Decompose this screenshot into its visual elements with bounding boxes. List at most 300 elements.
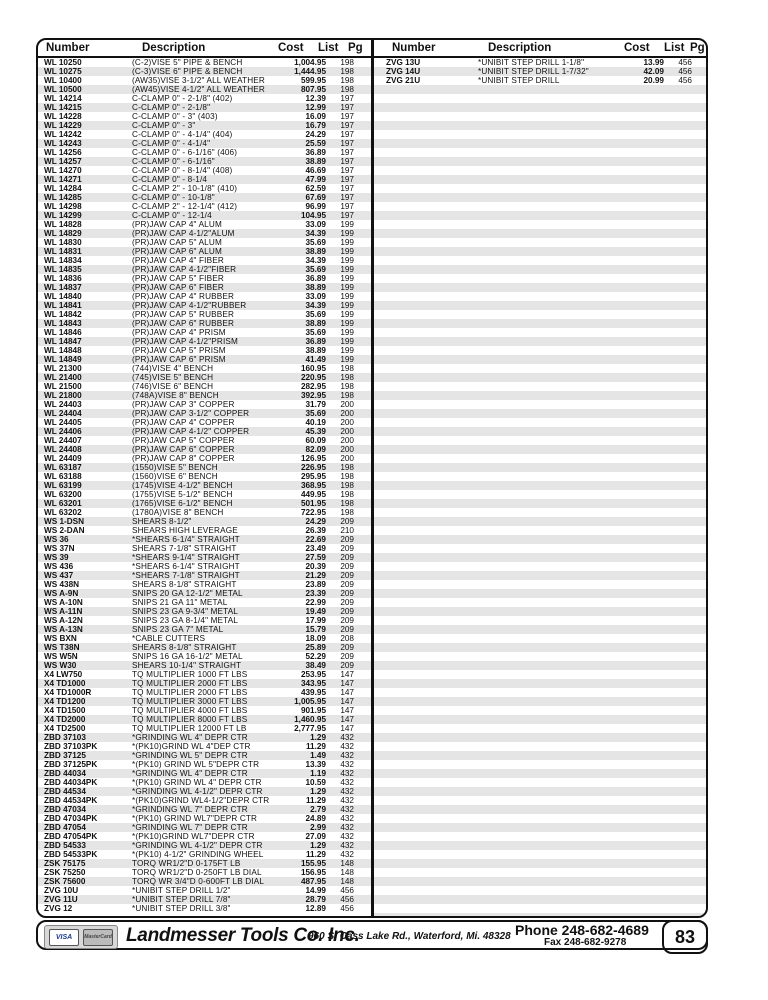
item-cost: 38.89 [305,247,326,256]
item-description: SNIPS 23 GA 7" METAL [132,625,224,634]
right-rows [374,58,706,918]
item-cost: 38.89 [305,346,326,355]
item-description: (744)VISE 4" BENCH [132,364,214,373]
item-page: 200 [340,418,354,427]
empty-row [374,526,706,535]
item-description: (1765)VISE 6-1/2" BENCH [132,499,233,508]
item-cost: 1,444.95 [294,67,326,76]
item-description: (C-2)VISE 5" PIPE & BENCH [132,58,243,67]
table-row [38,643,372,652]
item-description: (PR)JAW CAP 4-1/2"ALUM [132,229,235,238]
item-number: WL 14270 [44,166,82,175]
table-row [38,436,372,445]
empty-row [374,382,706,391]
empty-row [374,670,706,679]
empty-row [374,274,706,283]
empty-row [374,769,706,778]
item-number: X4 TD1000R [44,688,92,697]
item-cost: 60.09 [305,436,326,445]
empty-row [374,724,706,733]
table-row [38,733,372,742]
item-description: C-CLAMP 2" - 12-1/4" (412) [132,202,238,211]
table-row [38,166,372,175]
empty-row [374,895,706,904]
item-page: 198 [340,508,354,517]
table-row [38,427,372,436]
empty-row [374,391,706,400]
item-cost: 26.39 [305,526,326,535]
item-number: ZVG 11U [44,895,78,904]
item-cost: 33.09 [305,292,326,301]
header-pg: Pg [690,42,705,54]
table-row [38,445,372,454]
page-number: 83 [662,920,708,954]
item-number: WS A-10N [44,598,83,607]
item-cost: 35.69 [305,409,326,418]
empty-row [374,301,706,310]
empty-row [374,481,706,490]
item-cost: 24.89 [305,814,326,823]
item-page: 432 [340,787,354,796]
item-number: WS 437 [44,571,74,580]
table-row [38,634,372,643]
item-number: WS A-11N [44,607,83,616]
empty-row [374,733,706,742]
item-page: 199 [340,283,354,292]
item-number: WL 14837 [44,283,82,292]
item-page: 198 [340,463,354,472]
table-row [38,184,372,193]
table-row [38,760,372,769]
item-cost: 722.95 [300,508,326,517]
table-row [38,841,372,850]
table-row [38,688,372,697]
item-description: (AW35)VISE 3-1/2" ALL WEATHER [132,76,265,85]
item-page: 197 [340,157,354,166]
table-row [38,580,372,589]
item-page: 209 [340,562,354,571]
item-number: WL 24404 [44,409,82,418]
item-description: (PR)JAW CAP 4" COPPER [132,418,235,427]
table-row [38,373,372,382]
item-description: *GRINDING WL 7" DEPR CTR [132,823,248,832]
item-cost: 27.59 [305,553,326,562]
item-cost: 38.89 [305,157,326,166]
table-row [38,175,372,184]
item-cost: 34.39 [305,256,326,265]
item-description: (1745)VISE 4-1/2" BENCH [132,481,233,490]
table-row [38,571,372,580]
empty-row [374,184,706,193]
empty-row [374,490,706,499]
item-number: ZBD 37103 [44,733,86,742]
item-description: C-CLAMP 0" - 6-1/16" (406) [132,148,238,157]
empty-row [374,661,706,670]
item-page: 209 [340,652,354,661]
table-row [38,625,372,634]
item-cost: 160.95 [300,364,326,373]
item-description: *SHEARS 9-1/4" STRAIGHT [132,553,240,562]
item-description: C-CLAMP 0" - 10-1/8" [132,193,215,202]
table-row [38,778,372,787]
item-page: 199 [340,238,354,247]
item-number: X4 TD1500 [44,706,86,715]
item-page: 432 [340,796,354,805]
item-cost: 82.09 [305,445,326,454]
item-description: TQ MULTIPLIER 8000 FT LBS [132,715,248,724]
item-description: (PR)JAW CAP 5" FIBER [132,274,224,283]
table-row [38,220,372,229]
table-row [38,670,372,679]
item-number: ZBD 47054 [44,823,86,832]
table-row [38,517,372,526]
item-number: WL 10250 [44,58,82,67]
item-number: WL 63188 [44,472,82,481]
item-page: 209 [340,544,354,553]
table-row [38,652,372,661]
table-row [38,130,372,139]
item-page: 197 [340,184,354,193]
item-page: 209 [340,580,354,589]
item-description: *GRINDING WL 5" DEPR CTR [132,751,248,760]
item-cost: 46.69 [305,166,326,175]
item-cost: 35.69 [305,238,326,247]
empty-row [374,589,706,598]
item-page: 209 [340,661,354,670]
item-number: WL 14846 [44,328,82,337]
item-number: WL 14830 [44,238,82,247]
item-description: *(PK10) GRIND WL7"DEPR CTR [132,814,258,823]
item-cost: 96.99 [305,202,326,211]
item-number: WL 21400 [44,373,82,382]
item-cost: 220.95 [300,373,326,382]
item-description: SNIPS 20 GA 12-1/2" METAL [132,589,243,598]
item-page: 198 [340,382,354,391]
item-number: WS 438N [44,580,80,589]
item-page: 432 [340,778,354,787]
item-cost: 62.59 [305,184,326,193]
item-number: WL 10400 [44,76,82,85]
item-cost: 392.95 [300,391,326,400]
item-cost: 126.95 [300,454,326,463]
item-page: 198 [340,58,354,67]
item-cost: 156.95 [300,868,326,877]
item-description: TQ MULTIPLIER 2000 FT LBS [132,679,248,688]
item-description: *GRINDING WL 4" DEPR CTR [132,769,248,778]
empty-row [374,688,706,697]
item-page: 199 [340,292,354,301]
item-page: 200 [340,427,354,436]
table-row [38,301,372,310]
item-page: 199 [340,346,354,355]
item-description: C-CLAMP 0" - 8-1/4 [132,175,208,184]
empty-row [374,103,706,112]
item-description: *UNIBIT STEP DRILL [478,76,560,85]
item-cost: 15.79 [305,625,326,634]
empty-row [374,373,706,382]
item-cost: 501.95 [300,499,326,508]
item-number: WS A-12N [44,616,83,625]
item-description: *GRINDING WL 7" DEPR CTR [132,805,248,814]
item-description: *UNIBIT STEP DRILL 3/8" [132,904,231,913]
item-page: 197 [340,139,354,148]
item-description: SHEARS HIGH LEVERAGE [132,526,238,535]
empty-row [374,319,706,328]
item-cost: 807.95 [300,85,326,94]
item-page: 198 [340,373,354,382]
table-row [38,553,372,562]
item-number: WL 14215 [44,103,82,112]
item-cost: 20.99 [643,76,664,85]
table-row [38,859,372,868]
table-row [38,364,372,373]
item-cost: 2,777.95 [294,724,326,733]
item-cost: 11.29 [305,742,326,751]
item-page: 432 [340,751,354,760]
item-page: 209 [340,589,354,598]
item-number: WL 14284 [44,184,82,193]
table-row [38,409,372,418]
item-description: *(PK10)GRIND WL4-1/2"DEPR CTR [132,796,270,805]
table-row [38,202,372,211]
item-description: TQ MULTIPLIER 2000 FT LBS [132,688,248,697]
table-row [38,94,372,103]
empty-row [374,913,706,918]
item-number: ZBD 54533 [44,841,86,850]
fax-number: Fax 248-682-9278 [544,937,627,948]
empty-row [374,346,706,355]
table-row [38,283,372,292]
item-description: C-CLAMP 0" - 6-1/16" [132,157,215,166]
item-description: (PR)JAW CAP 5" RUBBER [132,310,235,319]
empty-row [374,310,706,319]
item-page: 197 [340,130,354,139]
item-page: 432 [340,832,354,841]
item-number: ZBD 47034PK [44,814,98,823]
item-description: (C-3)VISE 6" PIPE & BENCH [132,67,243,76]
empty-row [374,265,706,274]
table-row [38,832,372,841]
catalog-footer [36,920,708,950]
header-pg: Pg [348,42,363,54]
item-cost: 24.29 [305,517,326,526]
item-number: WL 14243 [44,139,82,148]
table-row [38,823,372,832]
item-number: WS 36 [44,535,69,544]
visa-card-icon: VISA [49,929,79,946]
empty-row [374,742,706,751]
item-cost: 1.19 [310,769,326,778]
table-row [38,661,372,670]
item-page: 198 [340,481,354,490]
item-page: 198 [340,391,354,400]
empty-row [374,796,706,805]
item-cost: 36.89 [305,274,326,283]
item-page: 199 [340,328,354,337]
item-page: 200 [340,445,354,454]
item-number: WL 14299 [44,211,82,220]
left-header [38,40,372,58]
item-number: WS 1-DSN [44,517,85,526]
item-cost: 226.95 [300,463,326,472]
item-number: WL 14256 [44,148,82,157]
item-cost: 11.29 [305,796,326,805]
item-number: WL 14228 [44,112,82,121]
item-number: WL 14828 [44,220,82,229]
item-description: (PR)JAW CAP 4" PRISM [132,328,226,337]
table-row [374,76,706,85]
header-description: Description [142,42,206,54]
item-number: WL 14214 [44,94,82,103]
empty-row [374,463,706,472]
item-number: ZVG 10U [44,886,79,895]
table-row [38,76,372,85]
item-page: 147 [340,715,354,724]
item-page: 456 [340,895,354,904]
item-number: ZBD 44534PK [44,796,98,805]
item-cost: 21.29 [305,571,326,580]
item-number: WS BXN [44,634,77,643]
item-description: (PR)JAW CAP 3" COPPER [132,400,235,409]
item-cost: 23.49 [305,544,326,553]
empty-row [374,112,706,121]
empty-row [374,409,706,418]
item-description: *(PK10) GRIND WL 5"DEPR CTR [132,760,260,769]
item-page: 209 [340,598,354,607]
item-page: 147 [340,724,354,733]
item-cost: 18.09 [305,634,326,643]
empty-row [374,499,706,508]
item-cost: 599.95 [300,76,326,85]
item-cost: 38.49 [305,661,326,670]
table-row [38,256,372,265]
item-number: WL 24407 [44,436,82,445]
empty-row [374,616,706,625]
header-number: Number [46,42,90,54]
header-cost: Cost [278,42,304,54]
item-cost: 1,005.95 [294,697,326,706]
empty-row [374,400,706,409]
item-description: SNIPS 23 GA 8-1/4" METAL [132,616,239,625]
empty-row [374,715,706,724]
item-description: *CABLE CUTTERS [132,634,206,643]
item-page: 199 [340,319,354,328]
item-cost: 41.49 [305,355,326,364]
item-number: WL 14242 [44,130,82,139]
item-number: WL 14836 [44,274,82,283]
item-description: TQ MULTIPLIER 3000 FT LBS [132,697,248,706]
item-page: 456 [340,904,354,913]
item-number: WL 24406 [44,427,82,436]
empty-row [374,868,706,877]
phone-number: Phone 248-682-4689 [515,922,649,938]
item-page: 197 [340,175,354,184]
item-number: WL 10500 [44,85,82,94]
empty-row [374,643,706,652]
empty-row [374,508,706,517]
table-row [38,796,372,805]
item-number: WL 21300 [44,364,82,373]
empty-row [374,256,706,265]
item-cost: 23.89 [305,580,326,589]
empty-row [374,247,706,256]
item-description: SNIPS 21 GA 11" METAL [132,598,228,607]
table-row [38,715,372,724]
item-number: ZBD 37103PK [44,742,98,751]
item-number: WS A-13N [44,625,83,634]
item-description: *(PK10)GRIND WL7"DEPR CTR [132,832,255,841]
table-row [38,238,372,247]
empty-row [374,886,706,895]
item-cost: 282.95 [300,382,326,391]
item-page: 199 [340,274,354,283]
item-number: WS W30 [44,661,77,670]
item-description: *GRINDING WL 4" DEPR CTR [132,733,248,742]
table-row [38,58,372,67]
item-number: ZBD 44034PK [44,778,98,787]
item-page: 148 [340,877,354,886]
item-cost: 12.39 [305,94,326,103]
item-number: WL 24405 [44,418,82,427]
item-description: (PR)JAW CAP 5" COPPER [132,436,235,445]
empty-row [374,877,706,886]
item-description: (PR)JAW CAP 6" ALUM [132,247,222,256]
item-number: ZBD 37125 [44,751,86,760]
item-cost: 343.95 [300,679,326,688]
item-number: ZBD 44034 [44,769,86,778]
item-cost: 52.29 [305,652,326,661]
item-description: SNIPS 16 GA 16-1/2" METAL [132,652,243,661]
item-number: ZSK 75250 [44,868,86,877]
item-page: 197 [340,94,354,103]
item-description: C-CLAMP 0" - 3" [132,121,196,130]
table-row [38,508,372,517]
item-description: SHEARS 8-1/8" STRAIGHT [132,643,237,652]
empty-row [374,148,706,157]
company-address: 960 S. Cass Lake Rd., Waterford, Mi. 48328 [308,931,511,942]
item-page: 148 [340,859,354,868]
item-description: (PR)JAW CAP 4-1/2" COPPER [132,427,250,436]
item-page: 200 [340,436,354,445]
item-number: ZBD 37125PK [44,760,98,769]
table-row [38,526,372,535]
item-page: 147 [340,679,354,688]
item-description: (746)VISE 6" BENCH [132,382,214,391]
item-cost: 368.95 [300,481,326,490]
item-description: SHEARS 7-1/8" STRAIGHT [132,544,237,553]
item-page: 209 [340,571,354,580]
item-number: WL 21500 [44,382,82,391]
table-row [38,895,372,904]
item-cost: 36.89 [305,148,326,157]
item-description: *UNIBIT STEP DRILL 7/8" [132,895,231,904]
item-number: WL 24408 [44,445,82,454]
item-cost: 34.39 [305,301,326,310]
table-row [38,769,372,778]
item-page: 199 [340,355,354,364]
item-page: 456 [340,886,354,895]
item-page: 200 [340,454,354,463]
item-cost: 12.99 [305,103,326,112]
item-number: WL 14257 [44,157,82,166]
table-row [38,805,372,814]
table-row [38,814,372,823]
table-row [38,112,372,121]
empty-row [374,535,706,544]
empty-row [374,580,706,589]
item-page: 147 [340,697,354,706]
empty-row [374,130,706,139]
